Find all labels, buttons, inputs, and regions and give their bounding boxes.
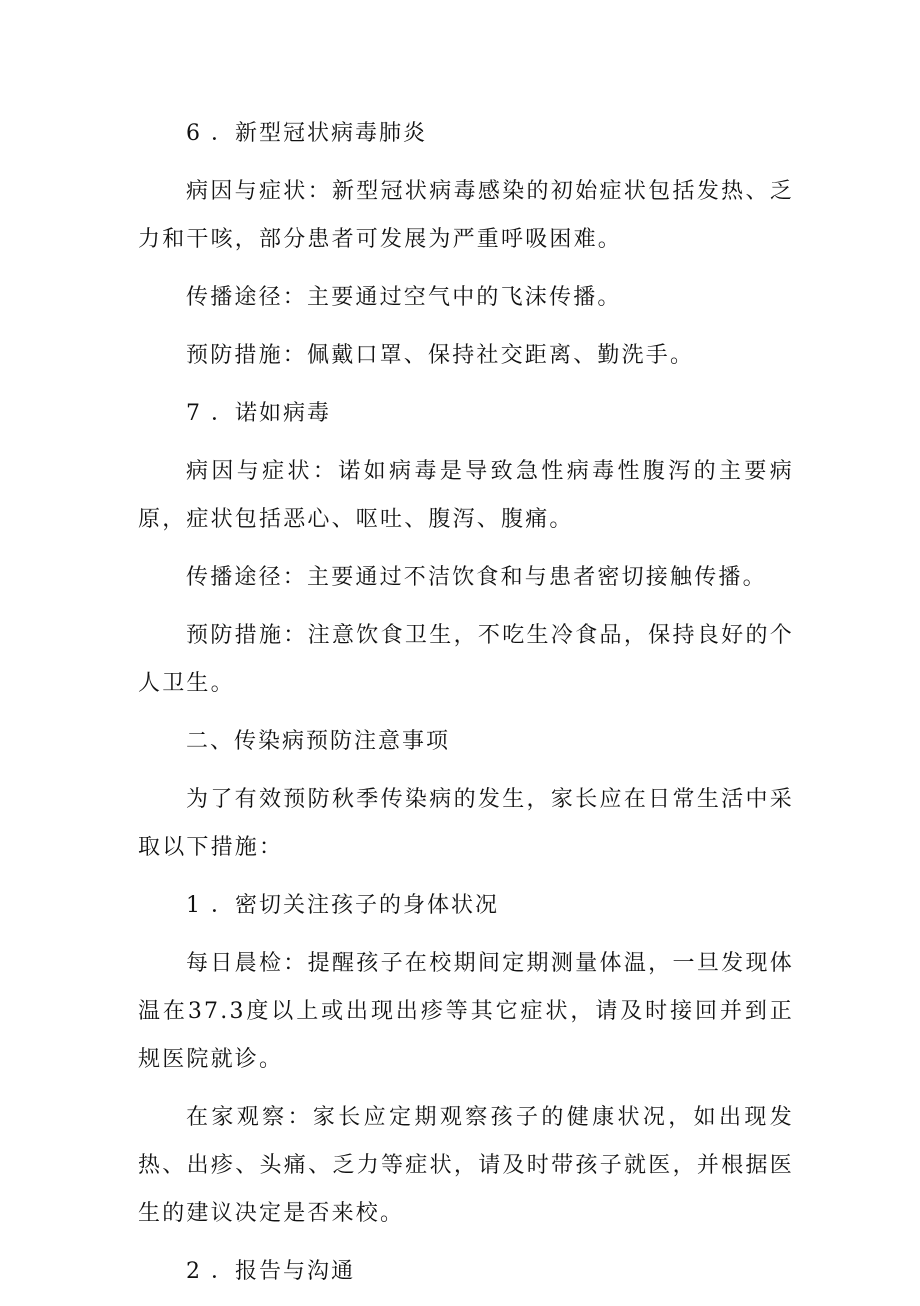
paragraph: 传播途径：主要通过空气中的飞沫传播。 <box>186 285 622 310</box>
section-heading: 2 ．报告与沟通 <box>186 1259 355 1284</box>
section-heading: 1 ．密切关注孩子的身体状况 <box>186 893 499 918</box>
paragraph: 病因与症状：新型冠状病毒感染的初始症状包括发热、乏力和干咳，部分患者可发展为严重呼吸困难。 <box>138 179 794 252</box>
paragraph: 病因与症状：诺如病毒是导致急性病毒性腹泻的主要病原，症状包括恶心、呕吐、腹泻、腹痛。 <box>138 459 794 532</box>
section-heading: 7 ．诺如病毒 <box>186 401 331 426</box>
paragraph: 传播途径：主要通过不洁饮食和与患者密切接触传播。 <box>186 565 767 590</box>
paragraph: 每日晨检：提醒孩子在校期间定期测量体温，一旦发现体温在37.3度以上或出现出疹等其它症状，请及时接回并到正规医院就诊。 <box>138 951 794 1072</box>
paragraph: 为了有效预防秋季传染病的发生，家长应在日常生活中采取以下措施： <box>138 787 794 860</box>
paragraph: 预防措施：注意饮食卫生，不吃生冷食品，保持良好的个人卫生。 <box>138 623 794 696</box>
paragraph: 在家观察：家长应定期观察孩子的健康状况，如出现发热、出疹、头痛、乏力等症状，请及时带孩子就医，并根据医生的建议决定是否来校。 <box>138 1105 794 1226</box>
paragraph: 预防措施：佩戴口罩、保持社交距离、勤洗手。 <box>186 343 695 368</box>
section-heading: 二、传染病预防注意事项 <box>186 729 451 754</box>
document-body <box>138 110 794 1306</box>
section-heading: 6 ．新型冠状病毒肺炎 <box>186 121 427 146</box>
